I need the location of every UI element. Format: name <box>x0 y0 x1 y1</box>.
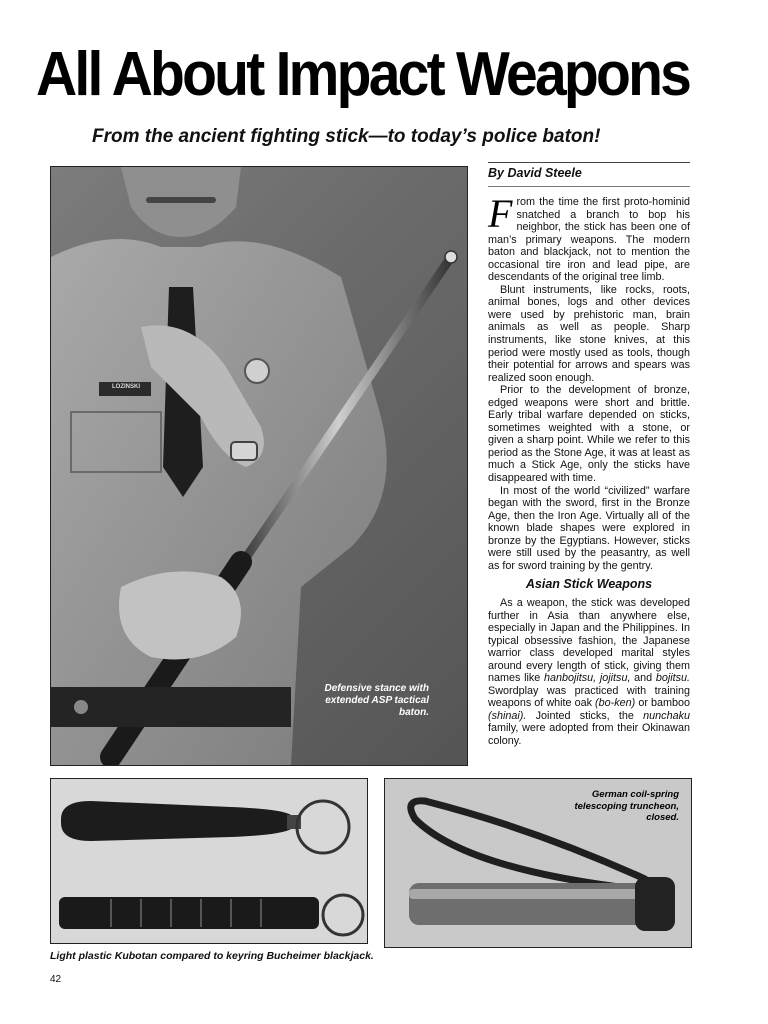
kubotan-blackjack-photo <box>50 778 368 944</box>
paragraph-5 <box>488 597 690 748</box>
paragraph-3: Prior to the development of bronze, edged weapons were short and brittle. Early tribal warfare depended on sticks, sometimes weighted with a stone, or given a sharp point. While we refer to this period as the Stone Age, it was at least as much a Stick Age, only the sticks have disappeared with time. <box>488 384 690 485</box>
paragraph-1-text: rom the time the first proto-hominid snatched a branch to bop his neighbor, the stick has been one of man’s primary weapons. The modern baton and blackjack, not to mention the occasional tire iron and lead pipe, are descendants of the original tree limb. <box>488 196 690 284</box>
paragraph-5-text-5: Jointed sticks, the <box>526 709 644 722</box>
paragraph-5-text-6: family, were adopted from their Okinawan colony. <box>488 722 690 747</box>
officer-illustration <box>51 167 467 765</box>
uniform-name-tag: LOZINSKI <box>112 384 140 390</box>
section-heading: Asian Stick Weapons <box>525 577 653 592</box>
paragraph-4: In most of the world “civilized” warfare began with the sword, first in the Bronze Age, then the Iron Age. Virtually all of the known blade shapes were explored in bronze by the Egyptians. However, sticks were still used by the peasantry, as well as for sword training by the gentry. <box>488 484 690 572</box>
byline-rule-top <box>488 162 690 163</box>
byline-rule-bottom <box>488 186 690 187</box>
article-body <box>488 191 691 748</box>
term-hanbojitsu-jojitsu: hanbojitsu, jojitsu, <box>543 672 631 685</box>
kubotan-caption: Light plastic Kubotan compared to keyring Bucheimer blackjack. <box>50 950 374 962</box>
paragraph-5-text-4: or bamboo <box>635 697 690 710</box>
byline: By David Steele <box>488 166 582 180</box>
term-shinai: (shinai). <box>488 709 527 722</box>
term-bojitsu: bojitsu. <box>655 672 691 685</box>
paragraph-1 <box>488 191 690 284</box>
article-title: All About Impact Weapons <box>36 40 690 109</box>
officer-baton-photo <box>50 166 468 766</box>
term-nunchaku: nunchaku <box>643 709 690 722</box>
term-bo-ken: (bo-ken) <box>595 697 636 710</box>
truncheon-caption: German coil-spring telescoping truncheon, closed. <box>574 789 679 823</box>
drop-cap: F <box>488 191 513 236</box>
truncheon-photo <box>384 778 692 948</box>
page-number: 42 <box>50 974 62 985</box>
article-subtitle: From the ancient fighting stick—to today’s police baton! <box>92 126 601 147</box>
paragraph-5-text-1: As a weapon, the stick was developed further in Asia than anywhere else, especially in Japan and the Philippines. In typical obsessive fashion, the Japanese warrior class developed marital styles around every length of stick, giving them names like <box>488 596 690 685</box>
paragraph-2: Blunt instruments, like rocks, roots, animal bones, logs and other devices were used by prehistoric man, brain animals as well as people. Sharp instruments, like stone knives, at this period were mostly used as tools, though their potential for arrows and spears was realized soon enough. <box>488 283 690 384</box>
paragraph-5-text-2: and <box>630 672 656 685</box>
paragraph-5-text-3: Swordplay was practiced with training weapons of white oak <box>488 684 690 710</box>
main-photo-caption: Defensive stance with extended ASP tactical baton. <box>324 683 429 718</box>
kubotan-illustration <box>51 779 367 943</box>
